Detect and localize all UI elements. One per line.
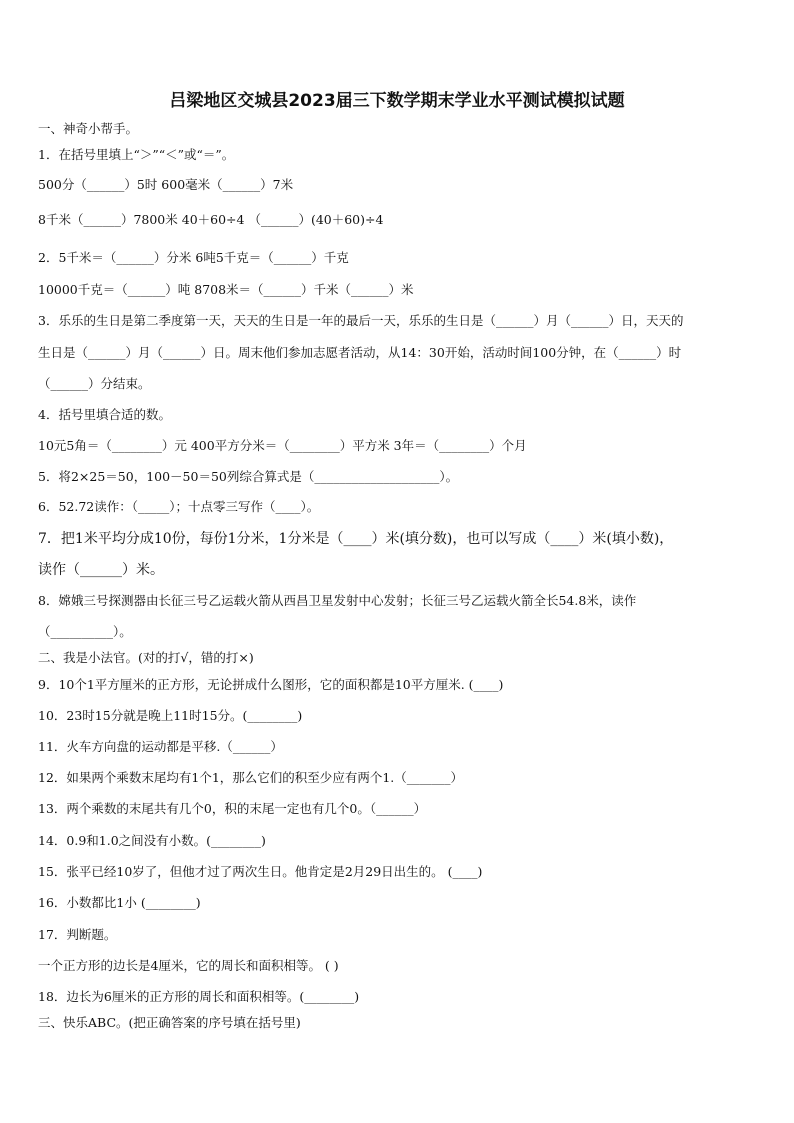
- question-text: （__________）。: [38, 624, 132, 639]
- question-text: 5．将2×25＝50，100－50＝50列综合算式是（____________________）。: [38, 469, 459, 484]
- question-text: 生日是（______）月（______）日。周末他们参加志愿者活动，从14：30开始，活动时间100分钟，在（______）时: [38, 345, 682, 360]
- question-text: 15．张平已经10岁了，但他才过了两次生日。他肯定是2月29日出生的。 (____): [38, 864, 483, 879]
- question-text: 7．把1米平均分成10份，每份1分米，1分米是（____）米(填分数)，也可以写成（____）米(填小数)，: [38, 531, 674, 547]
- question-text: 11．火车方向盘的运动都是平移.（______）: [38, 739, 283, 754]
- question-text: 2．5千米＝（______）分米 6吨5千克＝（______）千克: [38, 250, 349, 265]
- question-text: （______）分结束。: [38, 376, 151, 391]
- question-text: 一个正方形的边长是4厘米，它的周长和面积相等。 ( ): [38, 958, 339, 973]
- section-heading: 一、神奇小帮手。: [38, 121, 139, 136]
- question-text: 12．如果两个乘数末尾均有1个1，那么它们的积至少应有两个1.（_______）: [38, 770, 463, 785]
- question-text: 8千米（______）7800米 40＋60÷4 （______）(40＋60)÷4: [38, 212, 384, 227]
- question-text: 17．判断题。: [38, 927, 117, 942]
- question-text: 4．括号里填合适的数。: [38, 407, 171, 422]
- question-text: 读作（______）米。: [38, 562, 164, 578]
- question-text: 6．52.72读作：（_____）；十点零三写作（____）。: [38, 499, 320, 514]
- question-text: 13．两个乘数的末尾共有几个0，积的末尾一定也有几个0。（______）: [38, 801, 427, 816]
- question-text: 16．小数都比1小 (________): [38, 895, 201, 910]
- question-text: 3．乐乐的生日是第二季度第一天，天天的生日是一年的最后一天，乐乐的生日是（______）月（______）日，天天的: [38, 313, 684, 328]
- question-text: 18．边长为6厘米的正方形的周长和面积相等。(________): [38, 989, 360, 1004]
- question-text: 14．0.9和1.0之间没有小数。(________): [38, 833, 266, 848]
- question-text: 9．10个1平方厘米的正方形，无论拼成什么图形，它的面积都是10平方厘米. (____): [38, 677, 504, 692]
- section-heading: 二、我是小法官。(对的打√，错的打×): [38, 650, 254, 665]
- question-text: 10．23时15分就是晚上11时15分。(________): [38, 708, 303, 723]
- question-text: 10000千克＝（______）吨 8708米＝（______）千米（______）米: [38, 282, 414, 297]
- question-text: 10元5角＝（________）元 400平方分米＝（________）平方米 3年＝（________）个月: [38, 438, 527, 453]
- page-title: 吕梁地区交城县2023届三下数学期末学业水平测试模拟试题: [169, 91, 625, 111]
- question-text: 500分（______）5时 600毫米（______）7米: [38, 177, 294, 192]
- section-heading: 三、快乐ABC。(把正确答案的序号填在括号里): [38, 1015, 301, 1030]
- question-text: 8．嫦娥三号探测器由长征三号乙运载火箭从西昌卫星发射中心发射；长征三号乙运载火箭全长54.8米，读作: [38, 593, 637, 608]
- question-text: 1．在括号里填上“＞”“＜”或“＝”。: [38, 147, 235, 162]
